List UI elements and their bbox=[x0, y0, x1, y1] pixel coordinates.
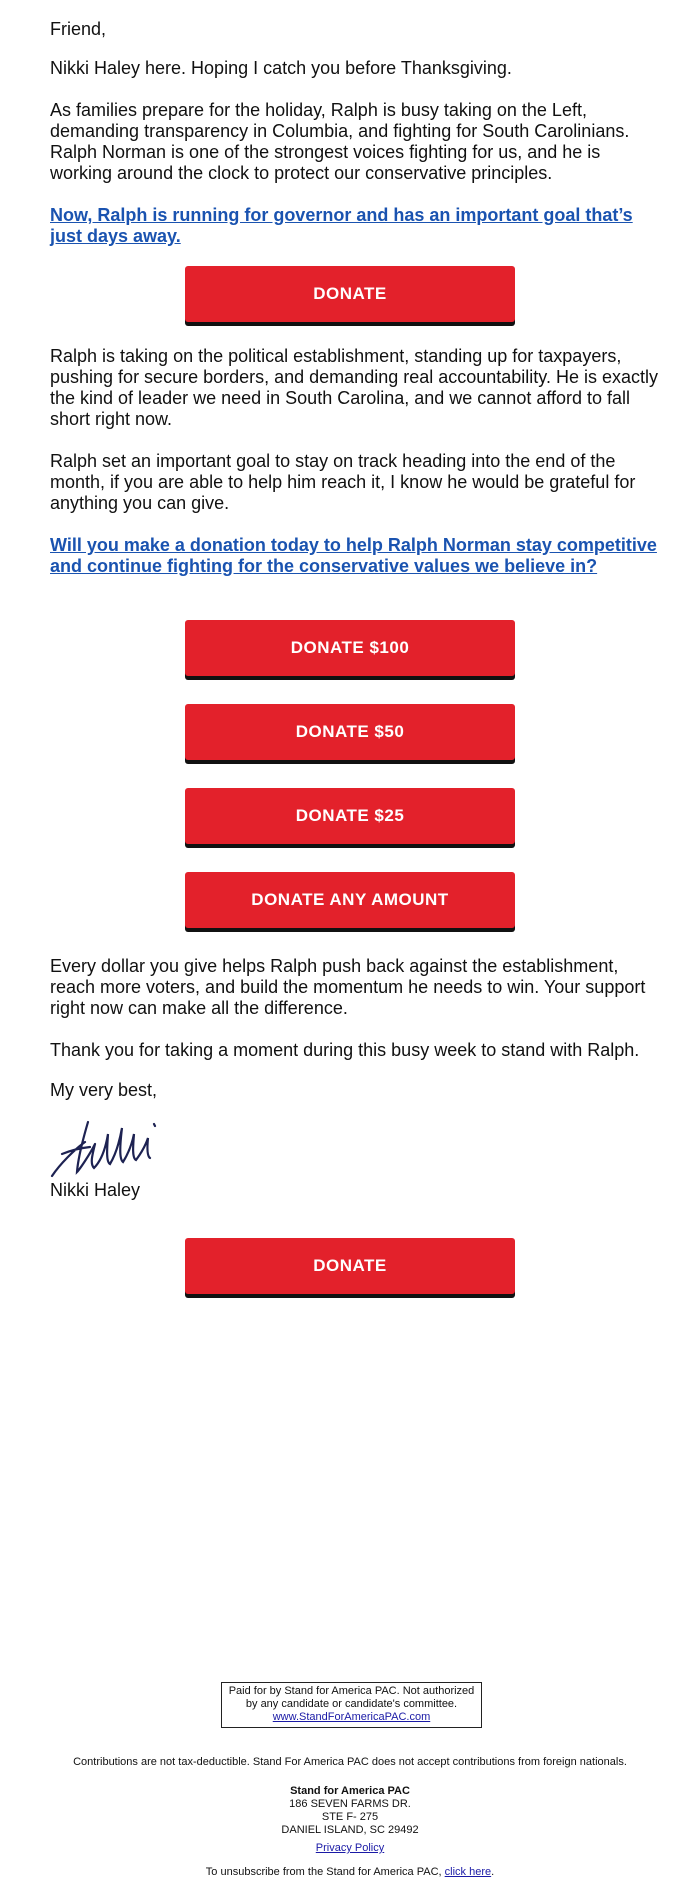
org-name: Stand for America PAC bbox=[290, 1785, 410, 1797]
address-block bbox=[0, 1785, 700, 1837]
unsubscribe-link[interactable]: click here bbox=[444, 1866, 492, 1878]
privacy-policy-link[interactable]: Privacy Policy bbox=[315, 1842, 385, 1854]
greeting: Friend, bbox=[50, 19, 107, 39]
disclaimer-box bbox=[221, 1682, 482, 1728]
signature-image bbox=[50, 1114, 165, 1180]
donate-any-amount-button[interactable]: DONATE ANY AMOUNT bbox=[185, 872, 515, 928]
unsubscribe-line bbox=[0, 1866, 700, 1879]
paragraph-5: Thank you for taking a moment during this busy week to stand with Ralph. bbox=[50, 1040, 640, 1060]
intro-text: Nikki Haley here. Hoping I catch you before Thanksgiving. bbox=[50, 58, 512, 78]
signature-name: Nikki Haley bbox=[50, 1180, 141, 1200]
unsubscribe-end: . bbox=[491, 1866, 495, 1878]
donation-link[interactable]: Will you make a donation today to help Ralph Norman stay competitive and continue fighting for the conservative values we believe in? bbox=[50, 535, 657, 576]
address-line-2: STE F- 275 bbox=[321, 1811, 379, 1823]
contributions-notice: Contributions are not tax-deductible. Stand For America PAC does not accept contributions from foreign nationals. bbox=[73, 1756, 627, 1768]
donate-50-button[interactable]: DONATE $50 bbox=[185, 704, 515, 760]
donate-100-button[interactable]: DONATE $100 bbox=[185, 620, 515, 676]
goal-link[interactable]: Now, Ralph is running for governor and has an important goal that’s just days away. bbox=[50, 205, 633, 246]
donate-button-bottom[interactable]: DONATE bbox=[185, 1238, 515, 1294]
disclaimer-line-2: by any candidate or candidate's committee. bbox=[245, 1698, 458, 1710]
paragraph-1: As families prepare for the holiday, Ralph is busy taking on the Left, demanding transparency in Columbia, and fighting for South Carolinians. Ralph Norman is one of the strongest voices fighting for us, and he is working around the clock to protect our conservative principles. bbox=[50, 100, 630, 183]
address-line-3: DANIEL ISLAND, SC 29492 bbox=[281, 1824, 419, 1836]
address-line-1: 186 SEVEN FARMS DR. bbox=[289, 1798, 411, 1810]
disclaimer-line-1: Paid for by Stand for America PAC. Not authorized bbox=[228, 1685, 475, 1697]
unsubscribe-text: To unsubscribe from the Stand for America PAC, bbox=[205, 1866, 445, 1878]
closing: My very best, bbox=[50, 1080, 158, 1100]
donate-25-button[interactable]: DONATE $25 bbox=[185, 788, 515, 844]
website-link[interactable]: www.StandForAmericaPAC.com bbox=[272, 1711, 431, 1723]
paragraph-2: Ralph is taking on the political establishment, standing up for taxpayers, pushing for secure borders, and demanding real accountability. He is exactly the kind of leader we need in South Carolina, and we cannot afford to fall short right now. bbox=[50, 346, 659, 429]
paragraph-4: Every dollar you give helps Ralph push back against the establishment, reach more voters, and build the momentum he needs to win. Your support right now can make all the difference. bbox=[50, 956, 646, 1018]
donate-button-top[interactable]: DONATE bbox=[185, 266, 515, 322]
paragraph-3: Ralph set an important goal to stay on track heading into the end of the month, if you are able to help him reach it, I know he would be grateful for anything you can give. bbox=[50, 451, 636, 513]
